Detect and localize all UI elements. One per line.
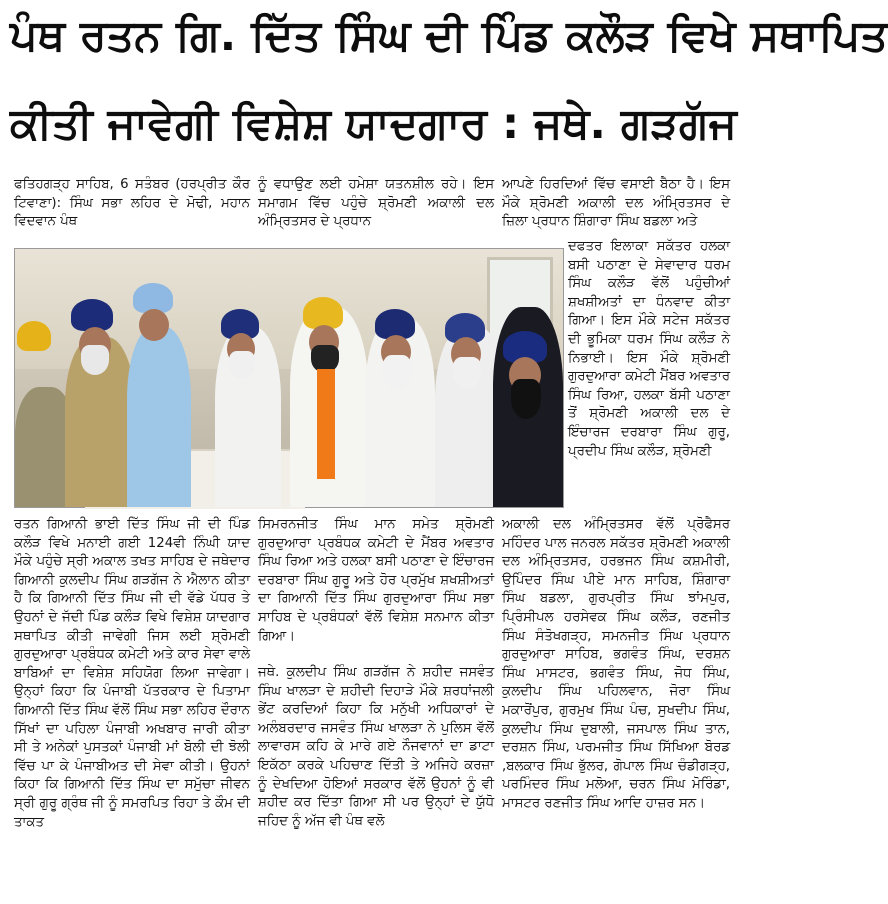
body-column-2a: ਸਿਮਰਨਜੀਤ ਸਿੰਘ ਮਾਨ ਸਮੇਤ ਸ਼੍ਰੋਮਣੀ ਗੁਰਦੁਆਰਾ ਪ੍ਰਬੰਧਕ ਕਮੇਟੀ ਦੇ ਮੈਂਬਰ ਅਵਤਾਰ ਸਿੰਘ ਰਿਆ ਅਤੇ ਹਲਕਾ ਬਸੀ ਪਠਾਣਾ ਦੇ ਇੰਚਾਰਜ ਦਰਬਾਰਾ ਸਿੰਘ ਗੁਰੂ ਅਤੇ ਹੋਰ ਪ੍ਰਮੁੱਖ ਸ਼ਖਸ਼ੀਅਤਾਂ ਦਾ ਗਿਆਨੀ ਦਿੱਤ ਸਿੰਘ ਗੁਰਦੁਆਰਾ ਸਿੰਘ ਸਭਾ ਸਾਹਿਬ ਦੇ ਪ੍ਰਬੰਧਕਾਂ ਵੱਲੋਂ ਵਿਸ਼ੇਸ਼ ਸਨਮਾਨ ਕੀਤਾ ਗਿਆ। (258, 517, 494, 644)
side-column: ਦਫਤਰ ਇਲਾਕਾ ਸਕੱਤਰ ਹਲਕਾ ਬਸੀ ਪਠਾਣਾ ਦੇ ਸੇਵਾਦਾਰ ਧਰਮ ਸਿੰਘ ਕਲੌੜ ਵੱਲੋਂ ਪਹੁੰਚੀਆਂ ਸ਼ਖਸ਼ੀਅਤਾਂ ਦਾ ਧੰਨਵਾਦ ਕੀਤਾ ਗਿਆ। ਇਸ ਮੌਕੇ ਸਟੇਜ ਸਕੱਤਰ ਦੀ ਭੂਮਿਕਾ ਧਰਮ ਸਿੰਘ ਕਲੌੜ ਨੇ ਨਿਭਾਈ। ਇਸ ਮੌਕੇ ਸ਼੍ਰੋਮਣੀ ਗੁਰਦੁਆਰਾ ਕਮੇਟੀ ਮੈਂਬਰ ਅਵਤਾਰ ਸਿੰਘ ਰਿਆ, ਹਲਕਾ ਬੱਸੀ ਪਠਾਣਾ ਤੋਂ ਸ਼੍ਰੋਮਣੀ ਅਕਾਲੀ ਦਲ ਦੇ ਇੰਚਾਰਜ ਦਰਬਾਰਾ ਸਿੰਘ ਗੁਰੂ, ਪ੍ਰਦੀਪ ਸਿੰਘ ਕਲੌੜ, ਸ਼੍ਰੋਮਣੀ (568, 239, 730, 459)
headline-line-2: ਕੀਤੀ ਜਾਵੇਗੀ ਵਿਸ਼ੇਸ਼ ਯਾਦਗਾਰ : ਜਥੇ. ਗੜਗੱਜ (10, 99, 737, 149)
body-column-3: ਅਕਾਲੀ ਦਲ ਅੰਮ੍ਰਿਤਸਰ ਵੱਲੋਂ ਪ੍ਰੋਫੈਸਰ ਮਹਿੰਦਰ ਪਾਲ ਜਨਰਲ ਸਕੱਤਰ ਸ਼੍ਰੋਮਣੀ ਅਕਾਲੀ ਦਲ ਅੰਮ੍ਰਿਤਸਰ, ਹਰਭਜਨ ਸਿੰਘ ਕਸ਼ਮੀਰੀ, ਉਪਿੰਦਰ ਸਿੰਘ ਪੀਏ ਮਾਨ ਸਾਹਿਬ, ਸ਼ਿੰਗਾਰਾ ਸਿੰਘ ਬਡਲਾ, ਗੁਰਪ੍ਰੀਤ ਸਿੰਘ ਝਾਂਮਪੁਰ, ਪ੍ਰਿੰਸੀਪਲ ਹਰਸੇਵਕ ਸਿੰਘ ਕਲੌੜ, ਰਣਜੀਤ ਸਿੰਘ ਸੰਤੋਖਗੜ੍ਹ, ਸਮਨਜੀਤ ਸਿੰਘ ਪ੍ਰਧਾਨ ਗੁਰਦੁਆਰਾ ਸਾਹਿਬ, ਭਗਵੰਤ ਸਿੰਘ, ਦਰਸ਼ਨ ਸਿੰਘ ਮਾਸਟਰ, ਭਗਵੰਤ ਸਿੰਘ, ਜੋਧ ਸਿੰਘ, ਕੁਲਦੀਪ ਸਿੰਘ ਪਹਿਲਵਾਨ, ਜੋਰਾ ਸਿੰਘ ਮਕਾਰੋਂਪੁਰ, ਗੁਰਮੁਖ ਸਿੰਘ ਪੰਚ, ਸੁਖਦੀਪ ਸਿੰਘ, ਕੁਲਦੀਪ ਸਿੰਘ ਦੁਬਾਲੀ, ਜਸਪਾਲ ਸਿੰਘ ਤਾਨ, ਦਰਸ਼ਨ ਸਿੰਘ, ਪਰਮਜੀਤ ਸਿੰਘ ਸਿੱਖਿਆ ਬੋਰਡ ,ਬਲਕਾਰ ਸਿੰਘ ਭੁੱਲਰ, ਗੋਪਾਲ ਸਿੰਘ ਚੰਡੀਗੜ੍ਹ, ਪਰਮਿੰਦਰ ਸਿੰਘ ਮਲੋਆ, ਚਰਨ ਸਿੰਘ ਮੋਰਿੰਡਾ, ਮਾਸਟਰ ਰਣਜੀਤ ਸਿੰਘ ਆਦਿ ਹਾਜ਼ਰ ਸਨ। (502, 517, 730, 811)
intro-column-1: ਫਤਿਹਗੜ੍ਹ ਸਾਹਿਬ, 6 ਸਤੰਬਰ (ਹਰਪ੍ਰੀਤ ਕੌਰ ਟਿਵਾਣਾ): ਸਿੰਘ ਸਭਾ ਲਹਿਰ ਦੇ ਮੋਢੀ, ਮਹਾਨ ਵਿਦਵਾਨ ਪੰਥ (14, 177, 250, 230)
body-column-1: ਰਤਨ ਗਿਆਨੀ ਭਾਈ ਦਿੱਤ ਸਿੰਘ ਜੀ ਦੀ ਪਿੰਡ ਕਲੌੜ ਵਿਖੇ ਮਨਾਈ ਗਈ 124ਵੀ ਨਿੰਘੀ ਯਾਦ ਮੌਕੇ ਪਹੁੰਚੇ ਸ੍ਰੀ ਅਕਾਲ ਤਖਤ ਸਾਹਿਬ ਦੇ ਜਥੇਦਾਰ ਗਿਆਨੀ ਕੁਲਦੀਪ ਸਿੰਘ ਗੜਗੱਜ ਨੇ ਐਲਾਨ ਕੀਤਾ ਹੈ ਕਿ ਗਿਆਨੀ ਦਿੱਤ ਸਿੰਘ ਜੀ ਦੀ ਵੱਡੇ ਪੱਧਰ ਤੇ ਉਹਨਾਂ ਦੇ ਜੱਦੀ ਪਿੰਡ ਕਲੌੜ ਵਿਖੇ ਵਿਸ਼ੇਸ਼ ਯਾਦਗਾਰ ਸਥਾਪਿਤ ਕੀਤੀ ਜਾਵੇਗੀ ਜਿਸ ਲਈ ਸ਼੍ਰੋਮਣੀ ਗੁਰਦੁਆਰਾ ਪ੍ਰਬੰਧਕ ਕਮੇਟੀ ਅਤੇ ਕਾਰ ਸੇਵਾ ਵਾਲੇ ਬਾਬਿਆਂ ਦਾ ਵਿਸ਼ੇਸ਼ ਸਹਿਯੋਗ ਲਿਆ ਜਾਵੇਗਾ। ਉਨ੍ਹਾਂ ਕਿਹਾ ਕਿ ਪੰਜਾਬੀ ਪੱਤਰਕਾਰ ਦੇ ਪਿਤਾਮਾ ਗਿਆਨੀ ਦਿੱਤ ਸਿੰਘ ਵੱਲੋਂ ਸਿੰਘ ਸਭਾ ਲਹਿਰ ਦੌਰਾਨ ਸਿੱਖਾਂ ਦਾ ਪਹਿਲਾ ਪੰਜਾਬੀ ਅਖਬਾਰ ਜਾਰੀ ਕੀਤਾ ਸੀ ਤੇ ਅਨੇਕਾਂ ਪੁਸਤਕਾਂ ਪੰਜਾਬੀ ਮਾਂ ਬੋਲੀ ਦੀ ਝੋਲੀ ਵਿੱਚ ਪਾ ਕੇ ਪੰਜਾਬੀਅਤ ਦੀ ਸੇਵਾ ਕੀਤੀ। ਉਹਨਾਂ ਕਿਹਾ ਕਿ ਗਿਆਨੀ ਦਿੱਤ ਸਿੰਘ ਦਾ ਸਮੁੱਚਾ ਜੀਵਨ ਸ੍ਰੀ ਗੁਰੂ ਗ੍ਰੰਥ ਜੀ ਨੂੰ ਸਮਰਪਿਤ ਰਿਹਾ ਤੇ ਕੌਮ ਦੀ ਤਾਕਤ (14, 517, 250, 830)
intro-column-2: ਨੂੰ ਵਧਾਉਣ ਲਈ ਹਮੇਸ਼ਾ ਯਤਨਸ਼ੀਲ ਰਹੇ। ਇਸ ਸਮਾਗਮ ਵਿੱਚ ਪਹੁੰਚੇ ਸ਼੍ਰੋਮਣੀ ਅਕਾਲੀ ਦਲ ਅੰਮ੍ਰਿਤਸਰ ਦੇ ਪ੍ਰਧਾਨ (258, 177, 494, 230)
headline-line-1: ਪੰਥ ਰਤਨ ਗਿ. ਦਿੱਤ ਸਿੰਘ ਦੀ ਪਿੰਡ ਕਲੌੜ ਵਿਖੇ ਸਥਾਪਿਤ (10, 11, 888, 61)
intro-column-3: ਆਪਣੇ ਹਿਰਦਿਆਂ ਵਿੱਚ ਵਸਾਈ ਬੈਠਾ ਹੈ। ਇਸ ਮੌਕੇ ਸ਼੍ਰੋਮਣੀ ਅਕਾਲੀ ਦਲ ਅੰਮ੍ਰਿਤਸਰ ਦੇ ਜ਼ਿਲਾ ਪ੍ਰਧਾਨ ਸ਼ਿੰਗਾਰਾ ਸਿੰਘ ਬਡਲਾ ਅਤੇ (502, 177, 730, 230)
body-column-2b: ਜਥੇ. ਕੁਲਦੀਪ ਸਿੰਘ ਗੜਗੱਜ ਨੇ ਸ਼ਹੀਦ ਜਸਵੰਤ ਸਿੰਘ ਖਾਲੜਾ ਦੇ ਸ਼ਹੀਦੀ ਦਿਹਾੜੇ ਮੌਕੇ ਸ਼ਰਧਾਂਜਲੀ ਭੇਂਟ ਕਰਦਿਆਂ ਕਿਹਾ ਕਿ ਮਨੁੱਖੀ ਅਧਿਕਾਰਾਂ ਦੇ ਅਲੰਬਰਦਾਰ ਜਸਵੰਤ ਸਿੰਘ ਖਾਲੜਾ ਨੇ ਪੁਲਿਸ ਵੱਲੋਂ ਲਾਵਾਰਸ ਕਹਿ ਕੇ ਮਾਰੇ ਗਏ ਨੌਜਵਾਨਾਂ ਦਾ ਡਾਟਾ ਇਕੱਠਾ ਕਰਕੇ ਪਹਿਚਾਣ ਦਿੱਤੀ ਤੇ ਅਜਿਹੇ ਕਰਜ਼ਾ ਨੂੰ ਦੇਖਦਿਆ ਹੋਇਆਂ ਸਰਕਾਰ ਵੱਲੋਂ ਉਹਨਾਂ ਨੂੰ ਵੀ ਸ਼ਹੀਦ ਕਰ ਦਿੱਤਾ ਗਿਆ ਸੀ ਪਰ ਉਨ੍ਹਾਂ ਦੇ ਯੁੱਧੋ ਜਹਿਦ ਨੂੰ ਅੱਜ ਵੀ ਪੰਥ ਵਲੋ (258, 665, 494, 829)
event-photo (14, 248, 564, 508)
